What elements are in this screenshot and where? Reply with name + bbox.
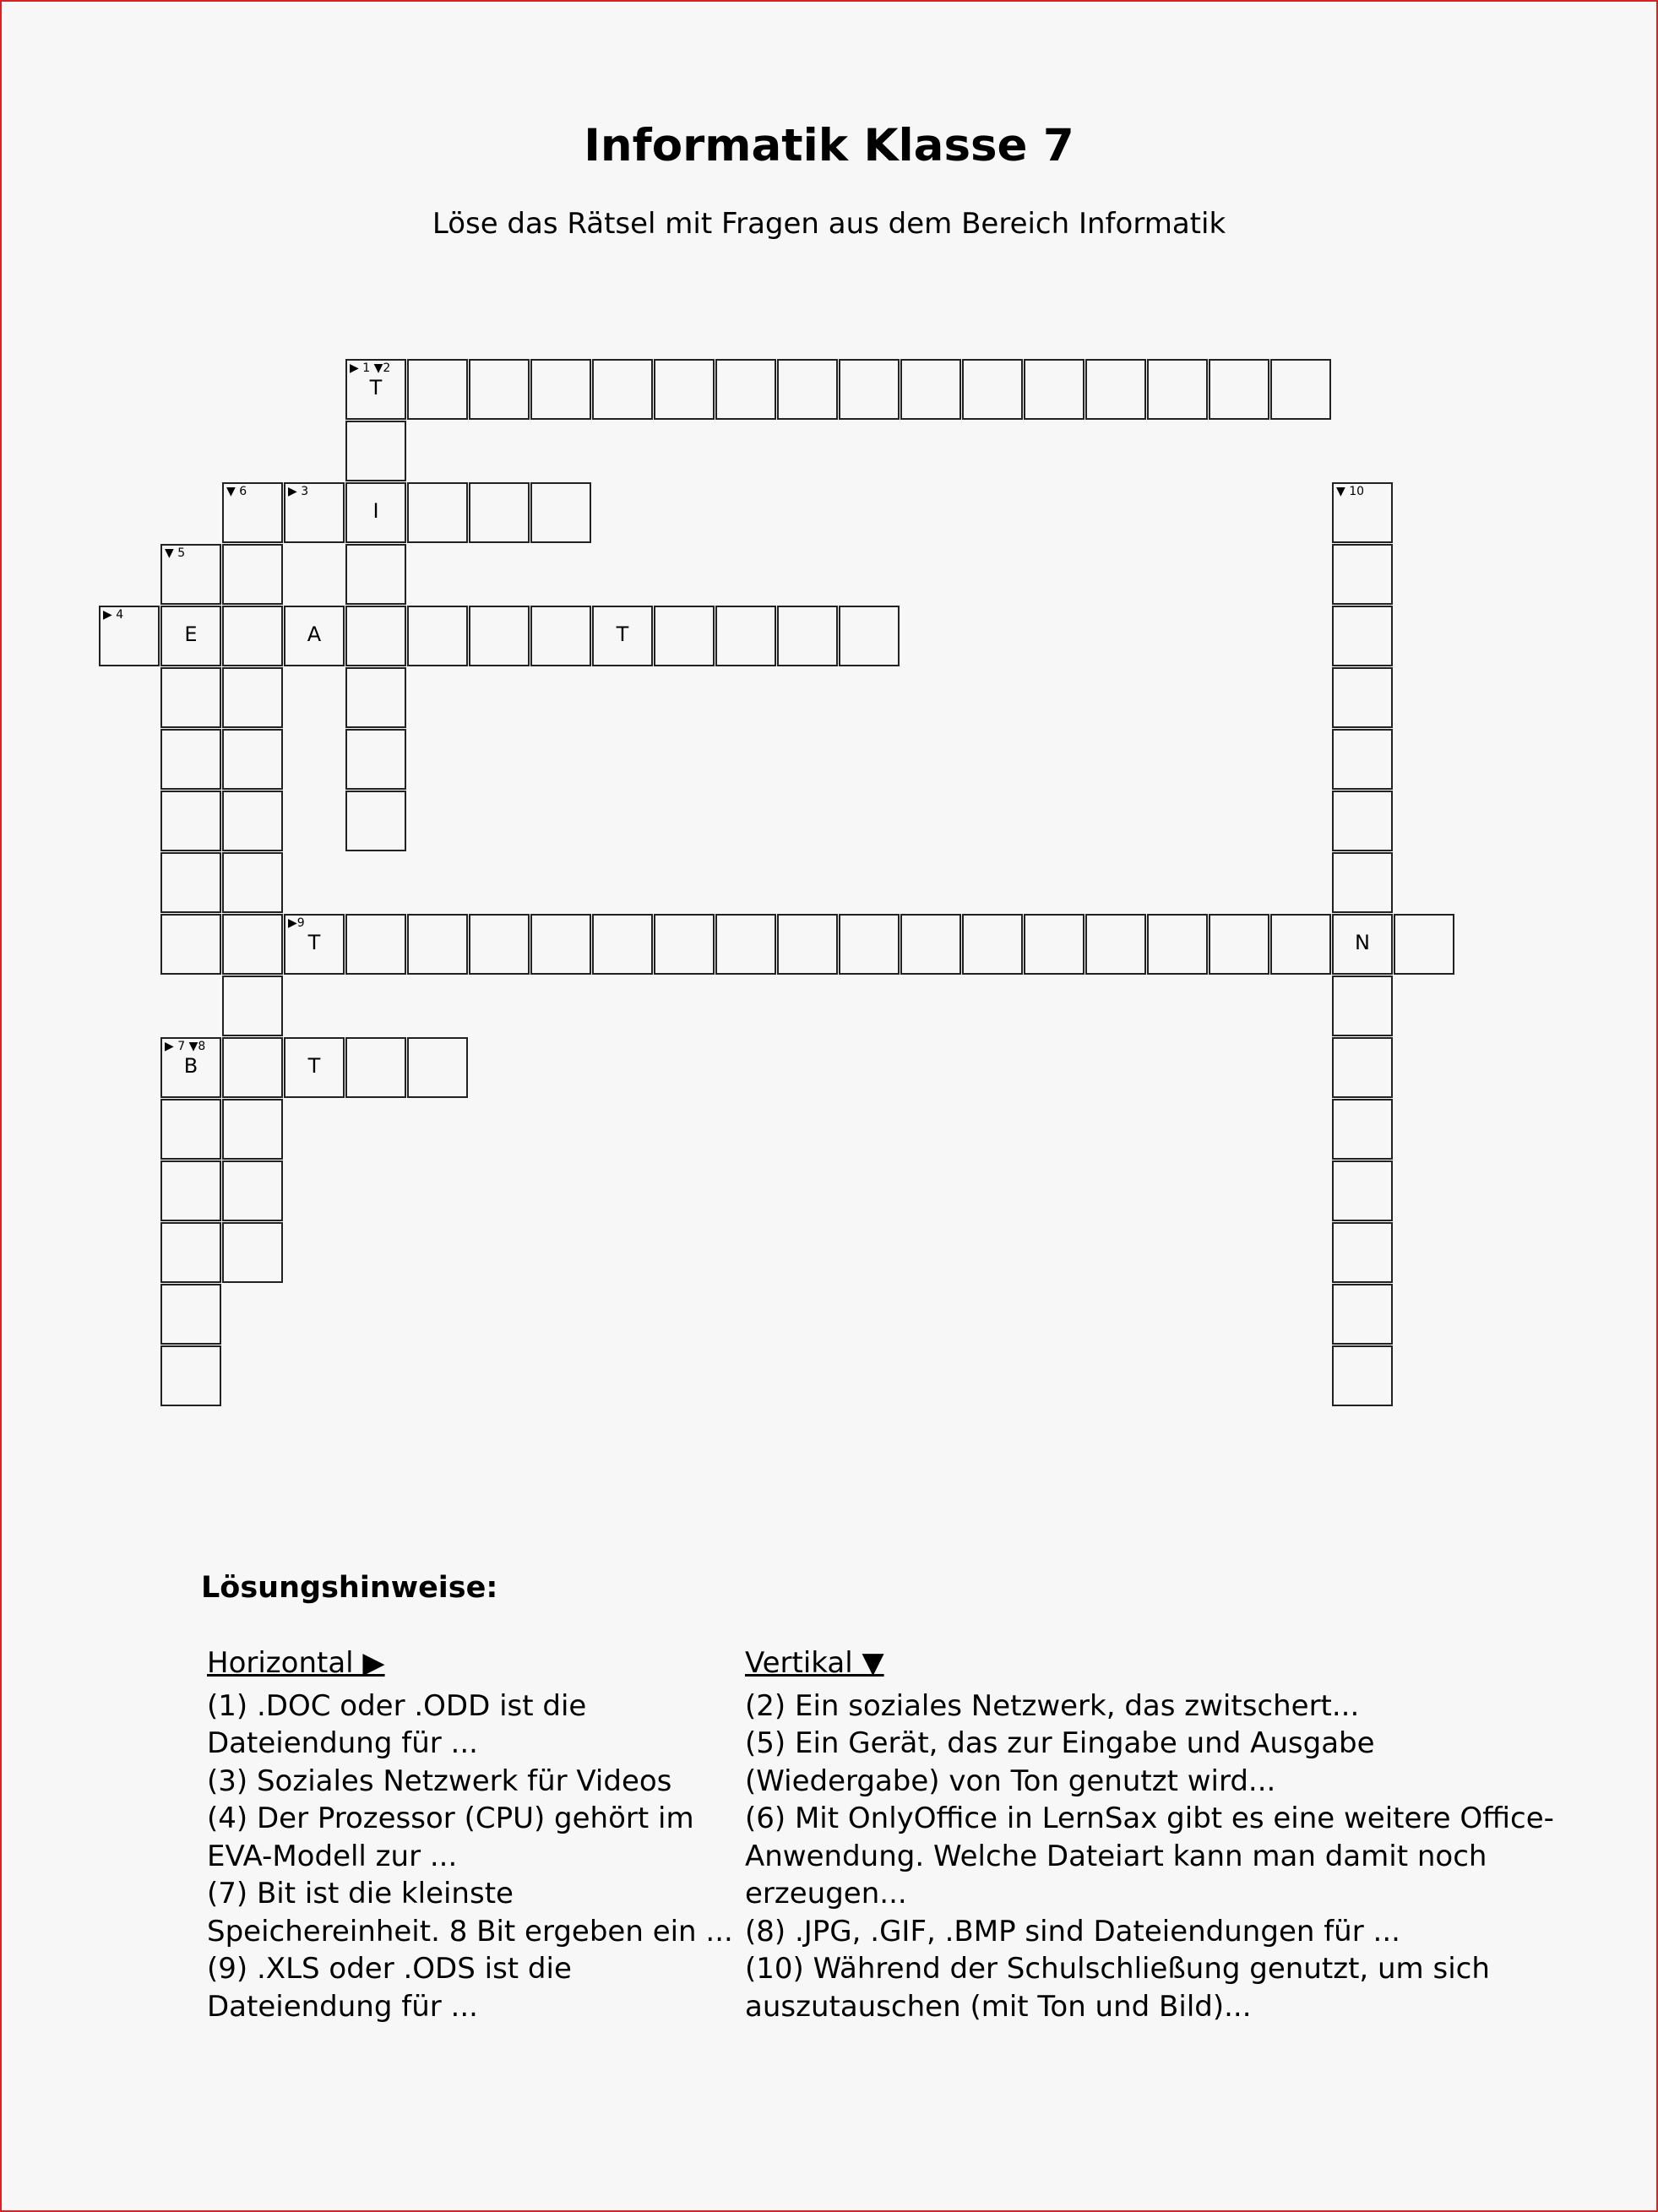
horizontal-clues — [207, 1644, 747, 2025]
clue-number-label: ▼ 5 — [165, 546, 186, 560]
clue-vertical-5: (5) Ein Gerät, das zur Eingabe und Ausgabe (Wiedergabe) von Ton genutzt wird... — [745, 1726, 1375, 1798]
crossword-cell[interactable] — [469, 606, 530, 666]
cell-letter: I — [372, 499, 379, 523]
crossword-cell[interactable] — [962, 914, 1023, 975]
crossword-cell[interactable] — [1332, 1160, 1393, 1221]
crossword-cell[interactable] — [222, 852, 283, 913]
crossword-cell[interactable] — [715, 359, 776, 420]
clue-horizontal-3: (3) Soziales Netzwerk für Videos — [207, 1764, 672, 1798]
crossword-cell[interactable] — [407, 482, 468, 543]
crossword-cell[interactable] — [345, 667, 406, 728]
crossword-cell[interactable] — [654, 606, 715, 666]
crossword-cell[interactable] — [1332, 791, 1393, 851]
crossword-cell[interactable] — [1394, 914, 1454, 975]
crossword-cell[interactable] — [592, 606, 653, 666]
crossword-cell[interactable] — [530, 482, 591, 543]
crossword-cell[interactable] — [222, 1222, 283, 1283]
crossword-cell[interactable] — [160, 914, 221, 975]
clue-number-label: ▶9 — [288, 916, 305, 930]
crossword-cell[interactable] — [654, 914, 715, 975]
crossword-cell[interactable] — [592, 914, 653, 975]
cell-letter: T — [616, 622, 629, 646]
crossword-cell[interactable] — [160, 667, 221, 728]
crossword-cell[interactable] — [345, 359, 406, 420]
crossword-cell[interactable] — [222, 1099, 283, 1160]
crossword-cell[interactable] — [222, 1037, 283, 1098]
crossword-cell[interactable] — [1332, 667, 1393, 728]
crossword-cell[interactable] — [1332, 482, 1393, 543]
crossword-cell[interactable] — [345, 544, 406, 605]
crossword-cell[interactable] — [222, 791, 283, 851]
crossword-cell[interactable] — [1270, 914, 1331, 975]
cell-letter: T — [307, 1054, 321, 1078]
crossword-grid — [2, 2, 1658, 1438]
crossword-cell[interactable] — [530, 914, 591, 975]
crossword-cell[interactable] — [1332, 544, 1393, 605]
crossword-cell[interactable] — [345, 791, 406, 851]
crossword-cell[interactable] — [1332, 1222, 1393, 1283]
crossword-cell[interactable] — [160, 791, 221, 851]
cell-letter: N — [1355, 931, 1370, 954]
crossword-cell[interactable] — [160, 852, 221, 913]
page-subtitle: Löse das Rätsel mit Fragen aus dem Bereich Informatik — [432, 207, 1226, 241]
crossword-cell[interactable] — [900, 359, 961, 420]
crossword-cell[interactable] — [222, 606, 283, 666]
crossword-cell[interactable] — [160, 729, 221, 790]
cell-letter: E — [184, 622, 198, 646]
clue-number-label: ▼ 6 — [226, 485, 247, 498]
crossword-cell[interactable] — [777, 359, 838, 420]
crossword-cell[interactable] — [345, 482, 406, 543]
crossword-cell[interactable] — [222, 976, 283, 1036]
clue-vertical-6: (6) Mit OnlyOffice in LernSax gibt es eine weitere Office-Anwendung. Welche Dateiart kann man damit noch erzeugen... — [745, 1802, 1554, 1910]
vertical-clues — [745, 1644, 1556, 2025]
horizontal-clues-title: Horizontal ▶ — [207, 1646, 385, 1680]
crossword-cell[interactable] — [715, 606, 776, 666]
crossword-cell[interactable] — [469, 914, 530, 975]
crossword-cell[interactable] — [160, 1160, 221, 1221]
crossword-cell[interactable] — [222, 482, 283, 543]
crossword-cell[interactable] — [345, 606, 406, 666]
crossword-cell[interactable] — [345, 729, 406, 790]
crossword-cell[interactable] — [1270, 359, 1331, 420]
crossword-cell[interactable] — [345, 914, 406, 975]
crossword-cell[interactable] — [1147, 914, 1208, 975]
crossword-cell[interactable] — [1332, 606, 1393, 666]
clue-horizontal-1: (1) .DOC oder .ODD ist die Dateiendung für ... — [207, 1688, 587, 1760]
crossword-cell[interactable] — [839, 606, 900, 666]
crossword-cell[interactable] — [407, 606, 468, 666]
crossword-cell[interactable] — [654, 359, 715, 420]
crossword-cell[interactable] — [99, 606, 160, 666]
crossword-cell[interactable] — [160, 1037, 221, 1098]
clue-horizontal-9: (9) .XLS oder .ODS ist die Dateiendung für ... — [207, 1952, 572, 2024]
crossword-cell[interactable] — [839, 914, 900, 975]
crossword-cell[interactable] — [222, 914, 283, 975]
crossword-cell[interactable] — [407, 1037, 468, 1098]
crossword-cell[interactable] — [1085, 914, 1146, 975]
crossword-cell[interactable] — [962, 359, 1023, 420]
hints-heading: Lösungshinweise: — [201, 1571, 498, 1605]
crossword-cell[interactable] — [222, 544, 283, 605]
clue-vertical-2: (2) Ein soziales Netzwerk, das zwitschert... — [745, 1688, 1360, 1723]
crossword-cell[interactable] — [1332, 914, 1393, 975]
crossword-cell[interactable] — [222, 667, 283, 728]
crossword-cell[interactable] — [284, 482, 345, 543]
cell-letter: A — [307, 622, 322, 646]
crossword-cell[interactable] — [530, 606, 591, 666]
crossword-cell[interactable] — [1332, 1345, 1393, 1406]
clue-vertical-10: (10) Während der Schulschließung genutzt, um sich auszutauschen (mit Ton und Bild)... — [745, 1952, 1490, 2024]
clue-number-label: ▶ 7 ▼8 — [165, 1040, 206, 1053]
crossword-cell[interactable] — [345, 1037, 406, 1098]
clue-horizontal-4: (4) Der Prozessor (CPU) gehört im EVA-Modell zur ... — [207, 1802, 694, 1873]
crossword-cell[interactable] — [284, 606, 345, 666]
crossword-cell[interactable] — [1332, 976, 1393, 1036]
crossword-cell[interactable] — [160, 606, 221, 666]
crossword-cell[interactable] — [1085, 359, 1146, 420]
crossword-cell[interactable] — [592, 359, 653, 420]
cell-letter: T — [307, 931, 321, 954]
crossword-cell[interactable] — [160, 1284, 221, 1345]
crossword-cell[interactable] — [160, 1099, 221, 1160]
clue-number-label: ▶ 3 — [288, 485, 309, 498]
crossword-cell[interactable] — [530, 359, 591, 420]
crossword-cell[interactable] — [284, 1037, 345, 1098]
crossword-cell[interactable] — [1209, 914, 1269, 975]
clue-number-label: ▶ 1 ▼2 — [350, 361, 391, 375]
crossword-cell[interactable] — [222, 1160, 283, 1221]
crossword-cell[interactable] — [284, 914, 345, 975]
crossword-cell[interactable] — [160, 1345, 221, 1406]
crossword-cell[interactable] — [1209, 359, 1269, 420]
page-title: Informatik Klasse 7 — [584, 120, 1074, 171]
crossword-cell[interactable] — [345, 421, 406, 481]
crossword-cell[interactable] — [222, 729, 283, 790]
crossword-cell[interactable] — [160, 544, 221, 605]
crossword-cell[interactable] — [407, 914, 468, 975]
crossword-cell[interactable] — [160, 1222, 221, 1283]
crossword-cell[interactable] — [1332, 1037, 1393, 1098]
crossword-cell[interactable] — [1332, 1099, 1393, 1160]
crossword-cell[interactable] — [1147, 359, 1208, 420]
crossword-cell[interactable] — [900, 914, 961, 975]
crossword-cell[interactable] — [469, 359, 530, 420]
crossword-cell[interactable] — [1332, 729, 1393, 790]
cell-letter: B — [183, 1054, 198, 1078]
clue-vertical-8: (8) .JPG, .GIF, .BMP sind Dateiendungen für ... — [745, 1914, 1400, 1948]
clue-number-label: ▶ 4 — [103, 608, 124, 622]
crossword-cell[interactable] — [1024, 914, 1084, 975]
crossword-cell[interactable] — [1024, 359, 1084, 420]
clue-number-label: ▼ 10 — [1336, 485, 1365, 498]
crossword-cell[interactable] — [839, 359, 900, 420]
crossword-cell[interactable] — [777, 606, 838, 666]
clue-horizontal-7: (7) Bit ist die kleinste Speichereinheit. 8 Bit ergeben ein ... — [207, 1877, 733, 1948]
crossword-cell[interactable] — [407, 359, 468, 420]
cell-letter: T — [369, 376, 383, 399]
crossword-cell[interactable] — [715, 914, 776, 975]
crossword-cell[interactable] — [1332, 1284, 1393, 1345]
crossword-cell[interactable] — [1332, 852, 1393, 913]
crossword-cell[interactable] — [469, 482, 530, 543]
vertical-clues-title: Vertikal ▼ — [745, 1646, 884, 1680]
crossword-cell[interactable] — [777, 914, 838, 975]
